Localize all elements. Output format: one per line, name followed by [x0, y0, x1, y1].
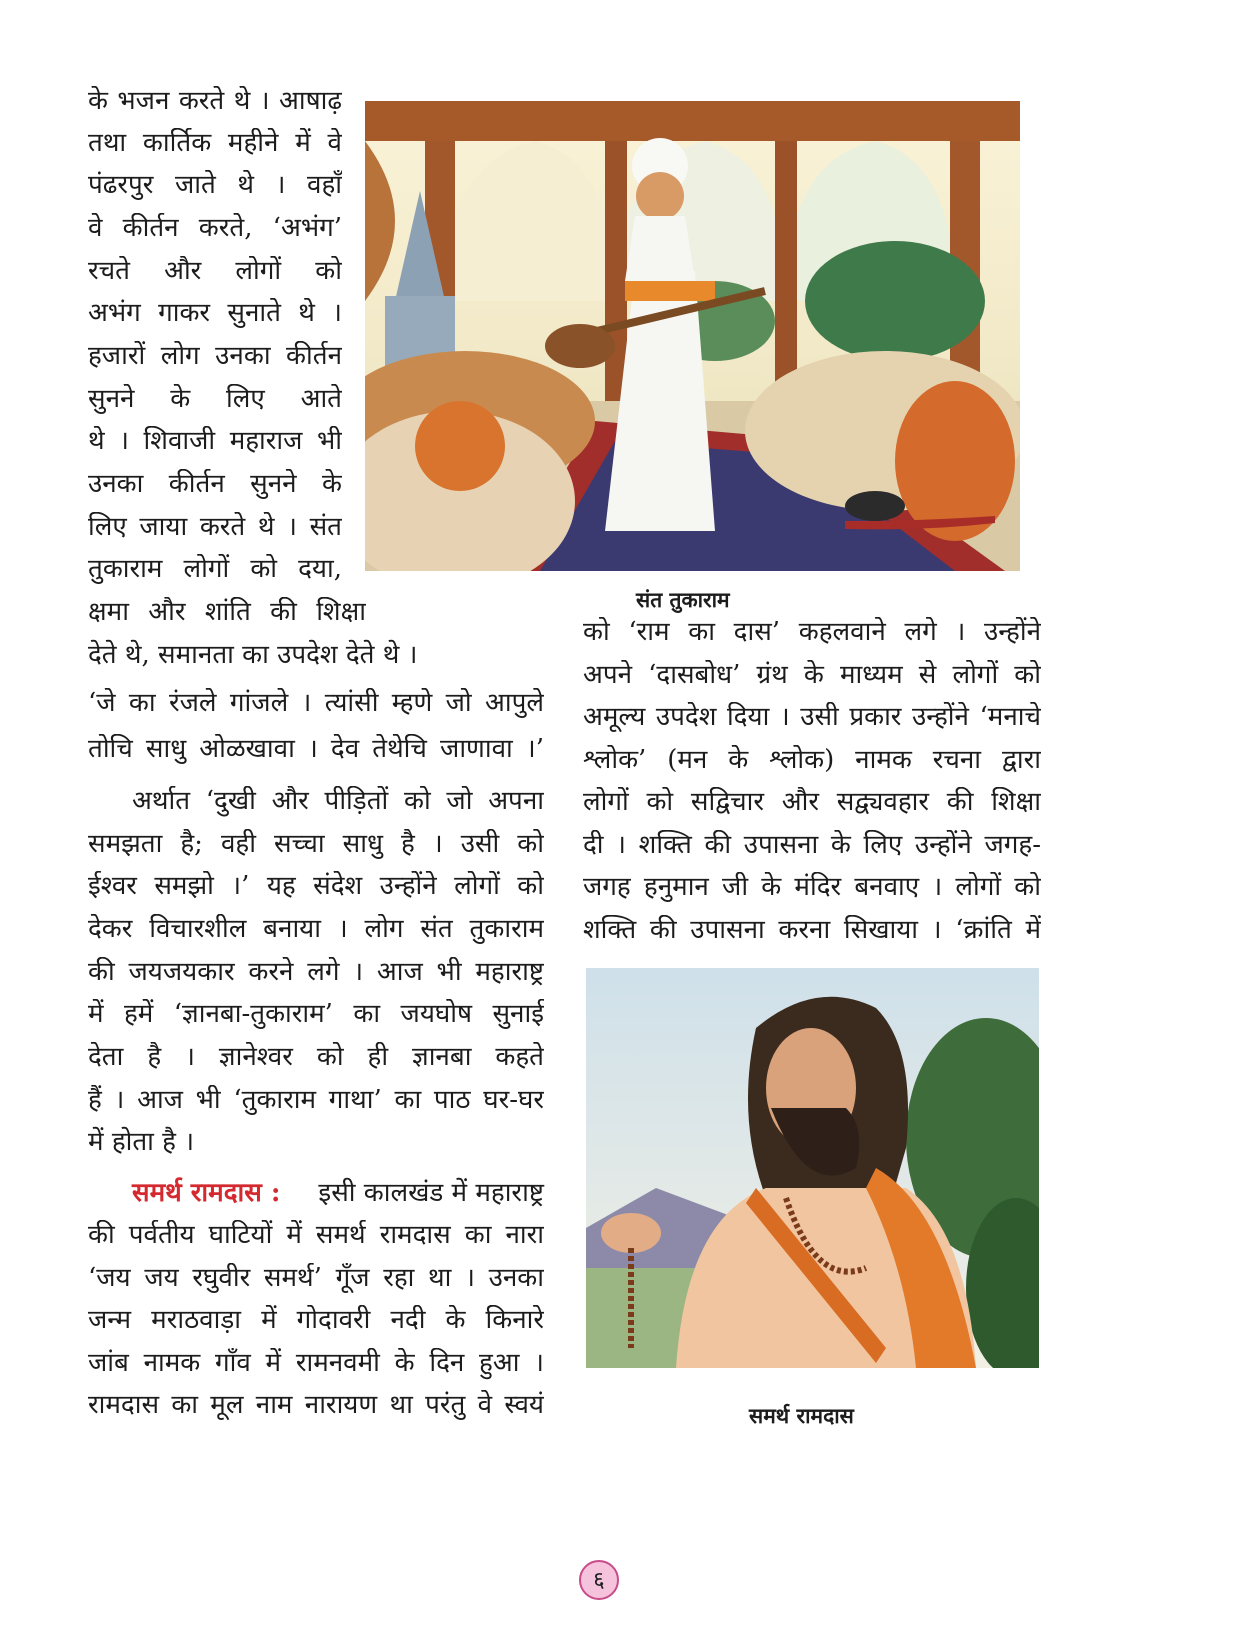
text-line: लिए जाया करते थे । संत [88, 512, 342, 542]
text-line: हजारों लोग उनका कीर्तन [88, 341, 342, 371]
text-line: शक्ति की उपासना करना सिखाया । ‘क्रांति में [583, 915, 1041, 945]
text-line: अर्थात ‘दुखी और पीड़ितों को जो अपना [132, 786, 544, 816]
text-line: अभंग गाकर सुनाते थे । [88, 298, 342, 328]
text-line: ईश्वर समझो ।’ यह संदेश उन्होंने लोगों को [88, 871, 544, 901]
text-line: वे कीर्तन करते, ‘अभंग’ [88, 213, 342, 243]
text-line: सुनने के लिए आते [88, 384, 342, 414]
ramdas-image [586, 968, 1039, 1368]
verse-line: तोचि साधु ओळखावा । देव तेथेचि जाणावा ।’ [88, 734, 544, 764]
text-line: क्षमा और शांति की शिक्षा [88, 597, 366, 627]
text-line: रामदास का मूल नाम नारायण था परंतु वे स्वयं [88, 1390, 544, 1420]
text-line: में हमें ‘ज्ञानबा-तुकाराम’ का जयघोष सुनाई [88, 999, 544, 1029]
text-line: श्लोक’ (मन के श्लोक) नामक रचना द्वारा [583, 745, 1041, 775]
text-line: अपने ‘दासबोध’ ग्रंथ के माध्यम से लोगों को [583, 660, 1041, 690]
text-line: जगह हनुमान जी के मंदिर बनवाए । लोगों को [583, 872, 1041, 902]
tukaram-caption: संत तुकाराम [636, 587, 730, 612]
text-line: के भजन करते थे । आषाढ़ [88, 86, 342, 116]
text-line: ‘जय जय रघुवीर समर्थ’ गूँज रहा था । उनका [88, 1263, 544, 1293]
text-line: में होता है । [88, 1127, 195, 1157]
text-line: तुकाराम लोगों को दया, [88, 554, 342, 584]
text-line: जन्म मराठवाड़ा में गोदावरी नदी के किनारे [88, 1305, 544, 1335]
text-line: की जयजयकार करने लगे । आज भी महाराष्ट्र [88, 957, 544, 987]
text-line: दी । शक्ति की उपासना के लिए उन्होंने जगह- [583, 830, 1041, 860]
tukaram-image [365, 101, 1020, 571]
text-line: देते थे, समानता का उपदेश देते थे । [88, 640, 418, 670]
ramdas-first-line [132, 1178, 544, 1208]
text-line: थे । शिवाजी महाराज भी [88, 426, 342, 456]
text-line: को ‘राम का दास’ कहलवाने लगे । उन्होंने [583, 617, 1041, 647]
text-span: इसी कालखंड में महाराष्ट्र [318, 1178, 544, 1208]
text-line: समझता है; वही सच्चा साधु है । उसी को [88, 829, 544, 859]
ramdas-illustration [586, 968, 1039, 1368]
text-line: देकर विचारशील बनाया । लोग संत तुकाराम [88, 914, 544, 944]
section-heading: समर्थ रामदास : [132, 1178, 281, 1208]
text-line: अमूल्य उपदेश दिया । उसी प्रकार उन्होंने ‘मनाचे [583, 702, 1041, 732]
text-line: तथा कार्तिक महीने में वे [88, 128, 342, 158]
text-line: लोगों को सद्विचार और सद्व्यवहार की शिक्षा [583, 787, 1041, 817]
text-line: पंढरपुर जाते थे । वहाँ [88, 170, 342, 200]
verse-line: ‘जे का रंजले गांजले । त्यांसी म्हणे जो आपुले [88, 688, 544, 718]
text-line: हैं । आज भी ‘तुकाराम गाथा’ का पाठ घर-घर [88, 1085, 544, 1115]
tukaram-illustration [365, 101, 1020, 571]
text-line: उनका कीर्तन सुनने के [88, 469, 342, 499]
text-line: जांब नामक गाँव में रामनवमी के दिन हुआ । [88, 1348, 544, 1378]
text-line: रचते और लोगों को [88, 256, 342, 286]
page-number-badge: ६ [579, 1560, 619, 1600]
text-line: की पर्वतीय घाटियों में समर्थ रामदास का नारा [88, 1220, 544, 1250]
text-line: देता है । ज्ञानेश्वर को ही ज्ञानबा कहते [88, 1042, 544, 1072]
ramdas-caption: समर्थ रामदास [749, 1403, 854, 1428]
